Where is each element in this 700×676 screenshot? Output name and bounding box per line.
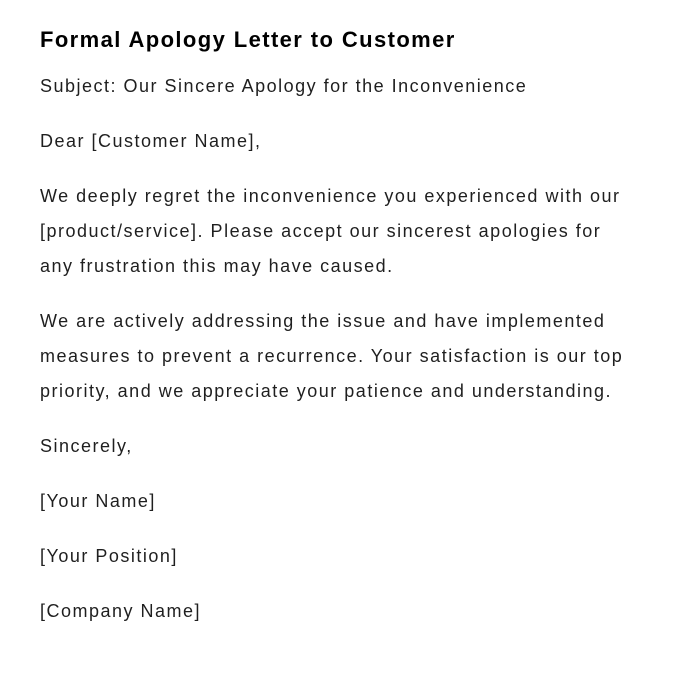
signature-company: [Company Name] [40,601,202,621]
body-paragraph-2: We are actively addressing the issue and have implemented measures to prevent a recurrence. Your satisfaction is our top priority, and we appreciate your patience and understanding. [40,311,624,401]
signature-name: [Your Name] [40,491,156,511]
body-paragraph-1: We deeply regret the inconvenience you experienced with our [product/service]. Please accept our sincerest apologies for any frustration this may have caused. [40,186,621,276]
closing: Sincerely, [40,436,133,456]
subject-line: Subject: Our Sincere Apology for the Inconvenience [40,76,528,96]
letter-title: Formal Apology Letter to Customer [40,27,456,52]
signature-position: [Your Position] [40,546,178,566]
salutation: Dear [Customer Name], [40,131,262,151]
